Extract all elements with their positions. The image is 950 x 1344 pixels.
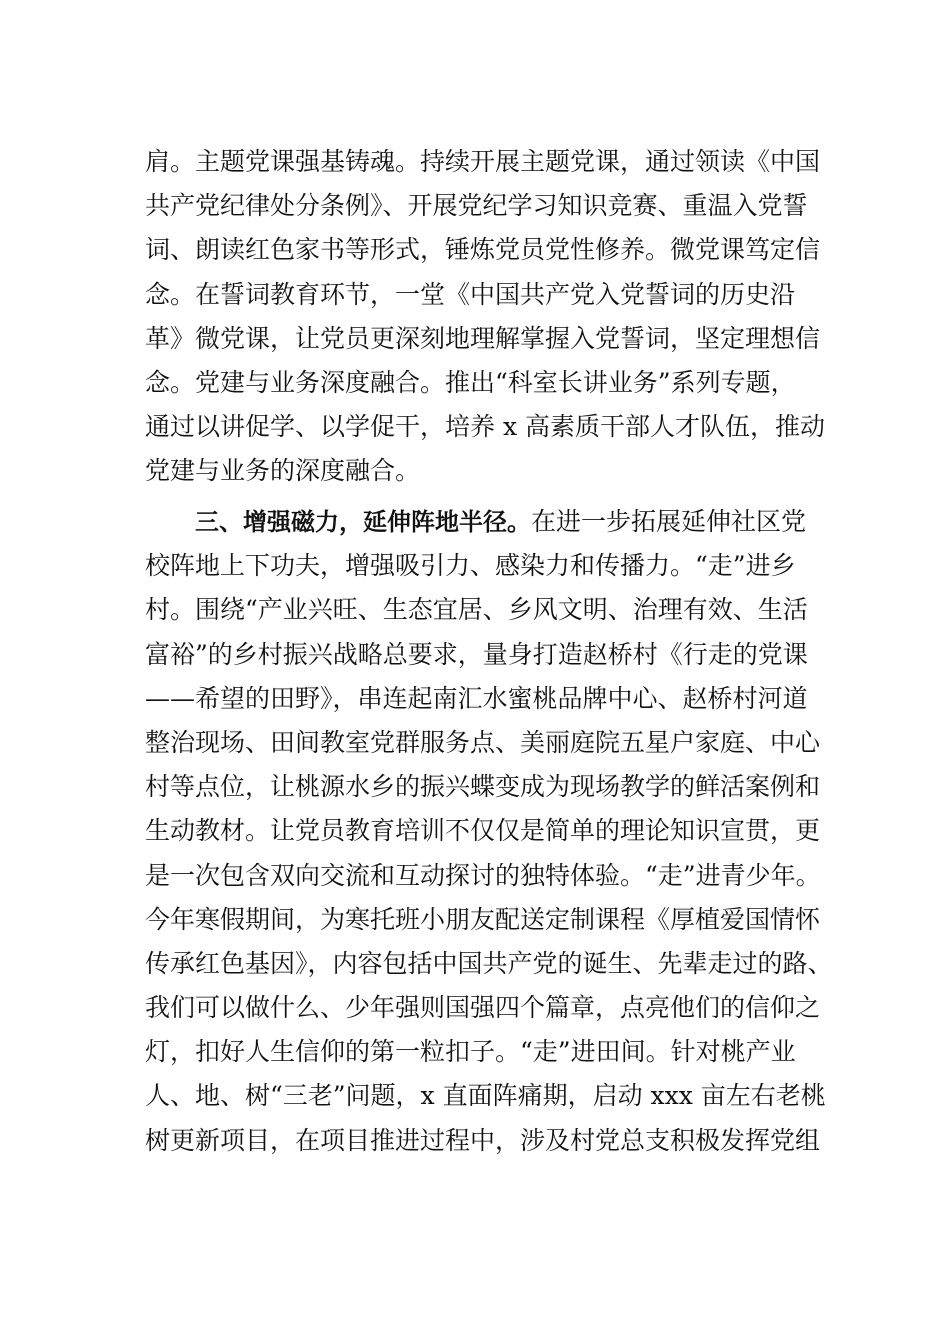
text-line: 念。党建与业务深度融合。推出“科室长讲业务”系列专题，: [145, 367, 796, 397]
text-line: 传承红色基因》，内容包括中国共产党的诞生、先辈走过的路、: [145, 948, 833, 978]
first-line-rest: 在进一步拓展延伸社区党: [531, 507, 807, 536]
section-heading: 三、增强磁力，延伸阵地半径。: [195, 508, 531, 536]
paragraph-2: [145, 500, 833, 1163]
text-line: 革》微党课，让党员更深刻地理解掌握入党誓词，坚定理想信: [145, 323, 821, 353]
text-line: 今年寒假期间，为寒托班小朋友配送定制课程《厚植爱国情怀: [145, 904, 821, 934]
text-line: 肩。主题党课强基铸魂。持续开展主题党课，通过领读《中国: [145, 147, 821, 176]
text-line: 校阵地上下功夫，增强吸引力、感染力和传播力。“走”进乡: [145, 551, 796, 581]
text-line: 我们可以做什么、少年强则国强四个篇章，点亮他们的信仰之: [145, 993, 821, 1023]
paragraph-party-lessons: [145, 140, 825, 494]
text-line: 是一次包含双向交流和互动探讨的独特体验。“走”进青少年。: [145, 860, 821, 890]
text-line: 党建与业务的深度融合。: [145, 456, 421, 486]
text-line: 树更新项目，在项目推进过程中，涉及村党总支积极发挥党组: [145, 1125, 821, 1155]
paragraph-extend-positions: [145, 500, 833, 1163]
text-line-first: [145, 500, 825, 544]
text-line: 通过以讲促学、以学促干，培养 x 高素质干部人才队伍，推动: [145, 412, 825, 442]
text-line: 人、地、树“三老”问题，x 直面阵痛期，启动 xxx 亩左右老桃: [145, 1081, 826, 1111]
paragraph-1: [145, 140, 825, 494]
text-line: 词、朗读红色家书等形式，锤炼党员党性修养。微党课笃定信: [145, 235, 821, 265]
text-line: ——希望的田野》，串连起南汇水蜜桃品牌中心、赵桥村河道: [145, 683, 808, 713]
text-line: 灯，扣好人生信仰的第一粒扣子。“走”进田间。针对桃产业: [145, 1037, 796, 1067]
text-line: 共产党纪律处分条例》、开展党纪学习知识竞赛、重温入党誓: [145, 191, 808, 221]
text-line: 村等点位，让桃源水乡的振兴蝶变成为现场教学的鲜活案例和: [145, 772, 821, 802]
text-line: 富裕”的乡村振兴战略总要求，量身打造赵桥村《行走的党课: [145, 639, 808, 669]
text-line: 整治现场、田间教室党群服务点、美丽庭院五星户家庭、中心: [145, 727, 821, 757]
text-line: 生动教材。让党员教育培训不仅仅是简单的理论知识宣贯，更: [145, 816, 821, 846]
text-line: 念。在誓词教育环节，一堂《中国共产党入党誓词的历史沿: [145, 279, 796, 309]
text-line: 村。围绕“产业兴旺、生态宜居、乡风文明、治理有效、生活: [145, 595, 808, 625]
